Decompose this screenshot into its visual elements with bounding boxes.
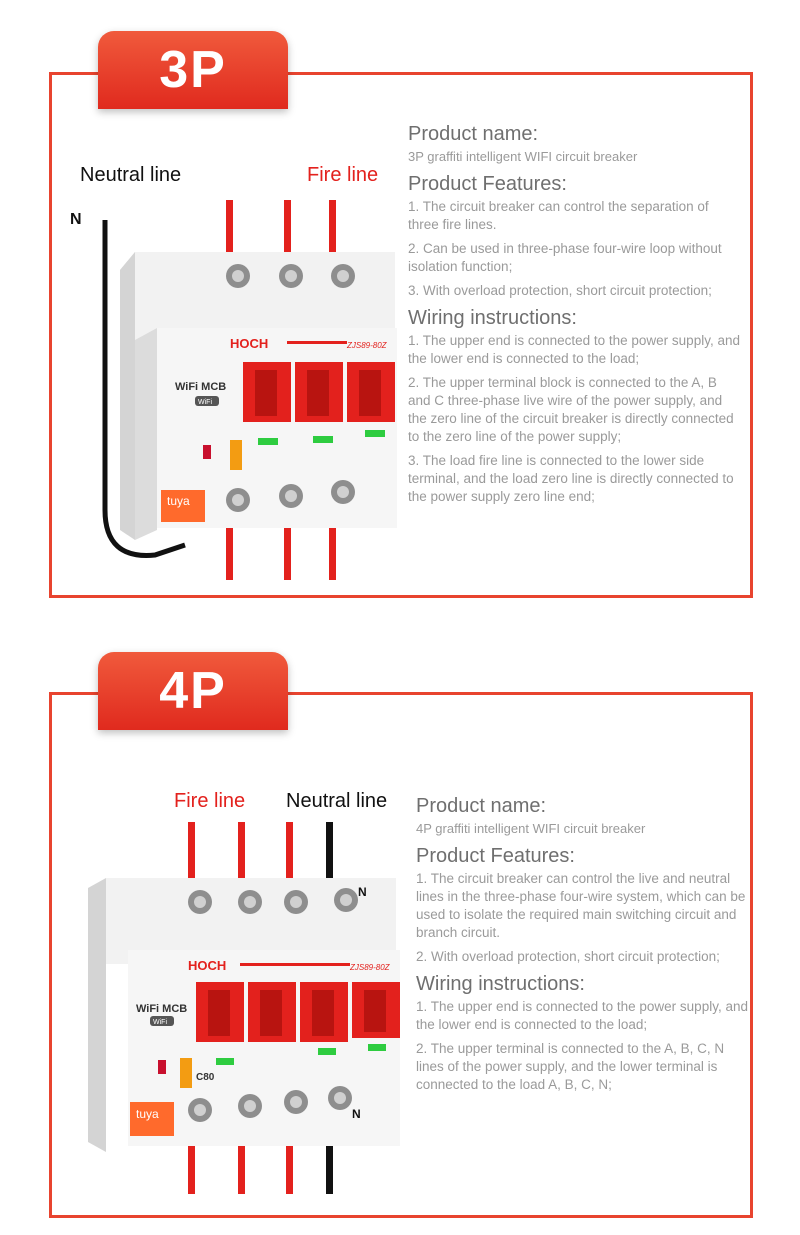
wifi-badge-4p: WiFi bbox=[153, 1019, 167, 1026]
wifi-mcb-label-3p: WiFi MCB bbox=[175, 381, 227, 393]
badge-3p: 3P bbox=[98, 31, 288, 109]
product-name-4p: 4P graffiti intelligent WIFI circuit breaker bbox=[416, 821, 646, 836]
fire-line-label-3p: Fire line bbox=[307, 164, 379, 186]
tuya-logo-3p: tuya bbox=[167, 494, 190, 508]
wiring-heading-4p: Wiring instructions: bbox=[416, 973, 585, 995]
n-marker-3p: N bbox=[70, 211, 82, 228]
info-4p bbox=[416, 794, 751, 1100]
feature-item: 3. With overload protection, short circuit protection; bbox=[408, 283, 712, 298]
features-heading-3p: Product Features: bbox=[408, 173, 567, 195]
product-name-heading-3p: Product name: bbox=[408, 123, 539, 145]
wiring-item: 2. The upper terminal is connected to the A, B, C, N lines of the power supply, and the lower terminal is connected to the load A, B, C, N; bbox=[416, 1041, 725, 1092]
brand-logo-4p: HOCH bbox=[188, 958, 227, 973]
fire-line-label-4p: Fire line bbox=[174, 790, 246, 812]
fire-wire-c-bottom bbox=[329, 520, 336, 580]
breaker-4p-illustration bbox=[88, 822, 408, 1194]
neutral-line-label-3p: Neutral line bbox=[80, 164, 182, 186]
model-label-3p: ZJS89-80Z bbox=[347, 341, 387, 350]
fire-wire-b-bottom bbox=[284, 520, 291, 580]
feature-item: 2. With overload protection, short circuit protection; bbox=[416, 949, 720, 964]
model-label-4p: ZJS89-80Z bbox=[350, 963, 390, 972]
badge-4p: 4P bbox=[98, 652, 288, 730]
fire-wire-a-bottom bbox=[226, 520, 233, 580]
wiring-heading-3p: Wiring instructions: bbox=[408, 307, 577, 329]
breaker-3p-illustration bbox=[95, 200, 405, 580]
fire-wire-a-top bbox=[188, 822, 195, 880]
n-marker-bottom-4p: N bbox=[352, 1107, 361, 1121]
feature-item: 1. The circuit breaker can control the live and neutral lines in the three-phase four-wire system, which can be used to isolate the required main switching circuit and branch circuit. bbox=[416, 871, 746, 940]
product-name-heading-4p: Product name: bbox=[416, 795, 547, 817]
wiring-item: 1. The upper end is connected to the power supply, and the lower end is connected to the load; bbox=[408, 333, 740, 366]
wifi-mcb-label-4p: WiFi MCB bbox=[136, 1003, 188, 1015]
feature-item: 2. Can be used in three-phase four-wire loop without isolation function; bbox=[408, 241, 722, 274]
neutral-line-label-4p: Neutral line bbox=[286, 790, 388, 812]
features-heading-4p: Product Features: bbox=[416, 845, 575, 867]
brand-logo-3p: HOCH bbox=[230, 336, 269, 351]
neutral-wire-top bbox=[326, 822, 333, 880]
feature-item: 1. The circuit breaker can control the separation of three fire lines. bbox=[408, 199, 709, 232]
wiring-item: 3. The load fire line is connected to the lower side terminal, and the load zero line is directly connected to the power supply zero line end; bbox=[408, 453, 734, 504]
n-marker-top-4p: N bbox=[358, 885, 367, 899]
info-3p bbox=[408, 122, 743, 512]
wifi-badge-3p: WiFi bbox=[198, 399, 212, 406]
tuya-logo-4p: tuya bbox=[136, 1107, 159, 1121]
fire-wire-c-top bbox=[286, 822, 293, 880]
rating-label-4p: C80 bbox=[196, 1072, 215, 1083]
wiring-item: 1. The upper end is connected to the power supply, and the lower end is connected to the load; bbox=[416, 999, 748, 1032]
product-name-3p: 3P graffiti intelligent WIFI circuit breaker bbox=[408, 149, 638, 164]
fire-wire-b-top bbox=[238, 822, 245, 880]
wiring-item: 2. The upper terminal block is connected to the A, B and C three-phase live wire of the power supply, and the zero line of the circuit breaker is directly connected to the zero line of the power supply; bbox=[408, 375, 734, 444]
